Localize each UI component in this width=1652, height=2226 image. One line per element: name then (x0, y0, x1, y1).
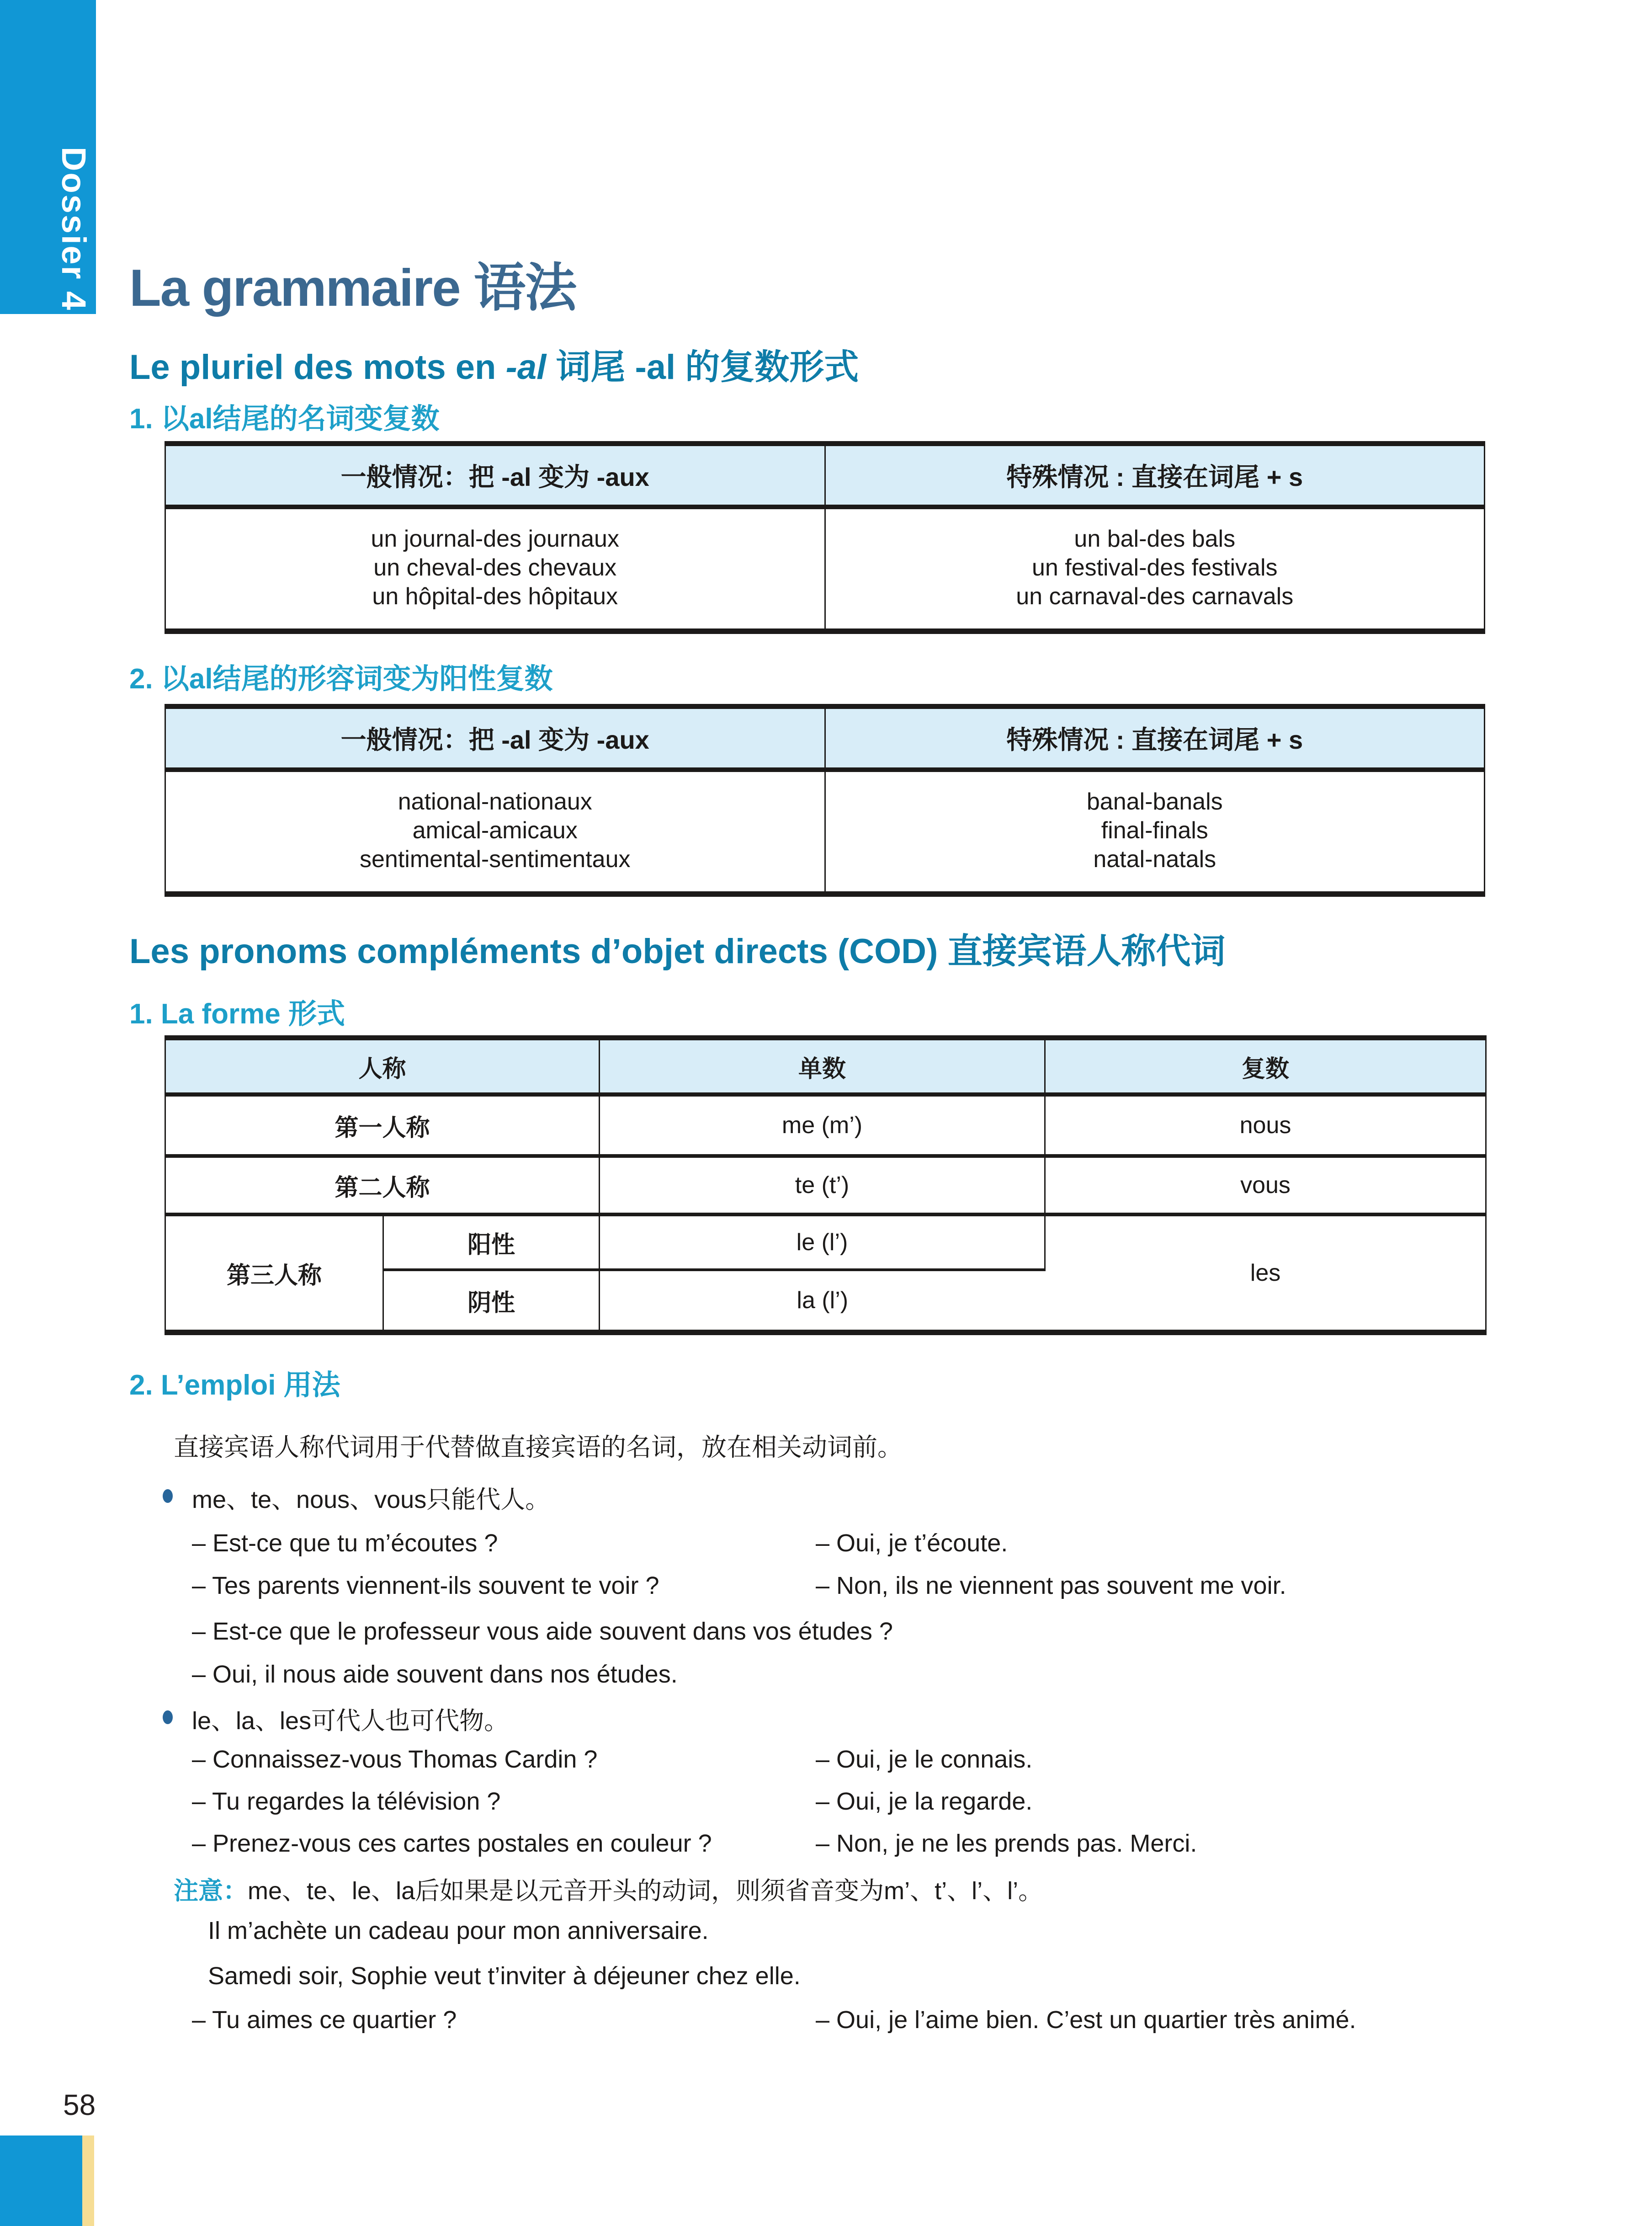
table1-header-general: 一般情况：把 -al 变为 -aux (165, 444, 825, 507)
example-pair: national-nationaux (398, 788, 592, 815)
header-plural: 复数 (1045, 1038, 1486, 1095)
qa-row (0, 1787, 1652, 1819)
example-sentence: Il m’achète un cadeau pour mon anniversaire. (208, 1917, 709, 1944)
bullet-rule-2: le、la、les可代人也可代物。 (192, 1707, 509, 1735)
answer: – Non, je ne les prends pas. Merci. (816, 1830, 1197, 1857)
example-pair: un festival-des festivals (1031, 554, 1278, 581)
bullet-icon (163, 1710, 173, 1724)
question: – Tu regardes la télévision ? (192, 1788, 501, 1815)
gender-label-fem: 阴性 (383, 1270, 600, 1332)
example-pair: un journal-des journaux (371, 526, 619, 552)
example-pair: amical-amicaux (412, 817, 578, 844)
table-nouns-al (165, 441, 1485, 634)
note-text: me、te、le、la后如果是以元音开头的动词，则须省音变为m’、t’、l’、l’。 (248, 1877, 1043, 1905)
table2-header-special: 特殊情况 : 直接在词尾 + s (825, 707, 1485, 770)
subheading-emploi: 2. L’emploi 用法 (129, 1369, 340, 1401)
table-body-row (165, 770, 1485, 894)
table-adjectives-al (165, 704, 1485, 897)
table-body-row (165, 507, 1485, 631)
section-heading-pluriel (129, 339, 859, 389)
bullet-icon (163, 1489, 173, 1503)
table2-cell-general (165, 770, 825, 894)
example-pair: sentimental-sentimentaux (359, 846, 631, 873)
subheading-nouns: 1. 以al结尾的名词变复数 (129, 403, 440, 435)
example-pair: un carnaval-des carnavals (1016, 583, 1294, 610)
heading-zh: 词尾 -al 的复数形式 (546, 348, 859, 387)
answer: – Non, ils ne viennent pas souvent me voir. (816, 1572, 1286, 1599)
page-title: La grammaire 语法 (129, 259, 576, 317)
qa-row (0, 1529, 1652, 1561)
example-pair: un bal-des bals (1074, 526, 1236, 552)
table-header-row (165, 707, 1485, 770)
dossier-tab (0, 0, 96, 314)
table2-header-general: 一般情况：把 -al 变为 -aux (165, 707, 825, 770)
qa-row (0, 1745, 1652, 1777)
answer-long: – Oui, il nous aide souvent dans nos études. (192, 1661, 678, 1688)
singular-value: me (m’) (600, 1095, 1045, 1156)
subheading-la-forme: 1. La forme 形式 (129, 998, 345, 1030)
question-long: – Est-ce que le professeur vous aide souvent dans vos études ? (192, 1618, 893, 1645)
heading-al-italic: -al (505, 348, 547, 387)
person-label: 第一人称 (165, 1095, 600, 1156)
answer: – Oui, je la regarde. (816, 1788, 1033, 1815)
note-label: 注意： (174, 1877, 248, 1905)
table1-cell-special (825, 507, 1485, 631)
singular-value: le (l’) (600, 1214, 1045, 1270)
corner-blue-block (0, 2135, 82, 2226)
dossier-label: Dossier 4 (55, 146, 93, 311)
answer: – Oui, je le connais. (816, 1746, 1033, 1773)
bullet-rule-1: me、te、nous、vous只能代人。 (192, 1486, 550, 1513)
question: – Tes parents viennent-ils souvent te voir ? (192, 1572, 659, 1599)
person-label: 第三人称 (165, 1214, 383, 1332)
plural-value: nous (1045, 1095, 1486, 1156)
example-pair: natal-natals (1093, 846, 1216, 873)
singular-value: la (l’) (797, 1287, 849, 1314)
question: – Connaissez-vous Thomas Cardin ? (192, 1746, 598, 1773)
qa-row (0, 2006, 1652, 2038)
example-pair: final-finals (1101, 817, 1208, 844)
example-sentence: Samedi soir, Sophie veut t’inviter à déjeuner chez elle. (208, 1962, 801, 1990)
plural-value: les (1250, 1260, 1281, 1286)
example-pair: un hôpital-des hôpitaux (372, 583, 618, 610)
header-singular: 单数 (600, 1038, 1045, 1095)
pronoun-table (165, 1035, 1487, 1335)
example-pair: banal-banals (1086, 788, 1223, 815)
table-header-row (165, 444, 1485, 507)
answer: – Oui, je l’aime bien. C’est un quartier très animé. (816, 2006, 1356, 2034)
pronoun-row-first-person (165, 1095, 1486, 1156)
pronoun-row-second-person (165, 1156, 1486, 1214)
table2-cell-special (825, 770, 1485, 894)
example-pair: un cheval-des chevaux (373, 554, 617, 581)
answer: – Oui, je t’écoute. (816, 1529, 1008, 1557)
page-number: 58 (63, 2088, 96, 2121)
subheading-adjectives: 2. 以al结尾的形容词变为阳性复数 (129, 663, 553, 695)
person-label: 第二人称 (165, 1156, 600, 1214)
table1-cell-general (165, 507, 825, 631)
heading-fr: Le pluriel des mots en (129, 348, 506, 387)
question: – Prenez-vous ces cartes postales en couleur ? (192, 1830, 712, 1857)
pronoun-row-third-person-masc (165, 1214, 1486, 1270)
note-line (174, 1871, 1043, 1906)
section-heading-cod: Les pronoms compléments d’objet directs (COD) 直接宾语人称代词 (129, 932, 1226, 971)
header-person: 人称 (165, 1038, 600, 1095)
qa-row (0, 1571, 1652, 1603)
pronoun-header-row (165, 1038, 1486, 1095)
table1-header-special: 特殊情况 : 直接在词尾 + s (825, 444, 1485, 507)
usage-intro: 直接宾语人称代词用于代替做直接宾语的名词，放在相关动词前。 (174, 1433, 903, 1461)
plural-value: vous (1045, 1156, 1486, 1214)
gender-label-masc: 阳性 (383, 1214, 600, 1270)
qa-row (0, 1829, 1652, 1861)
corner-yellow-strip (82, 2135, 94, 2226)
singular-value: te (t’) (600, 1156, 1045, 1214)
question: – Est-ce que tu m’écoutes ? (192, 1529, 498, 1557)
question: – Tu aimes ce quartier ? (192, 2006, 457, 2034)
